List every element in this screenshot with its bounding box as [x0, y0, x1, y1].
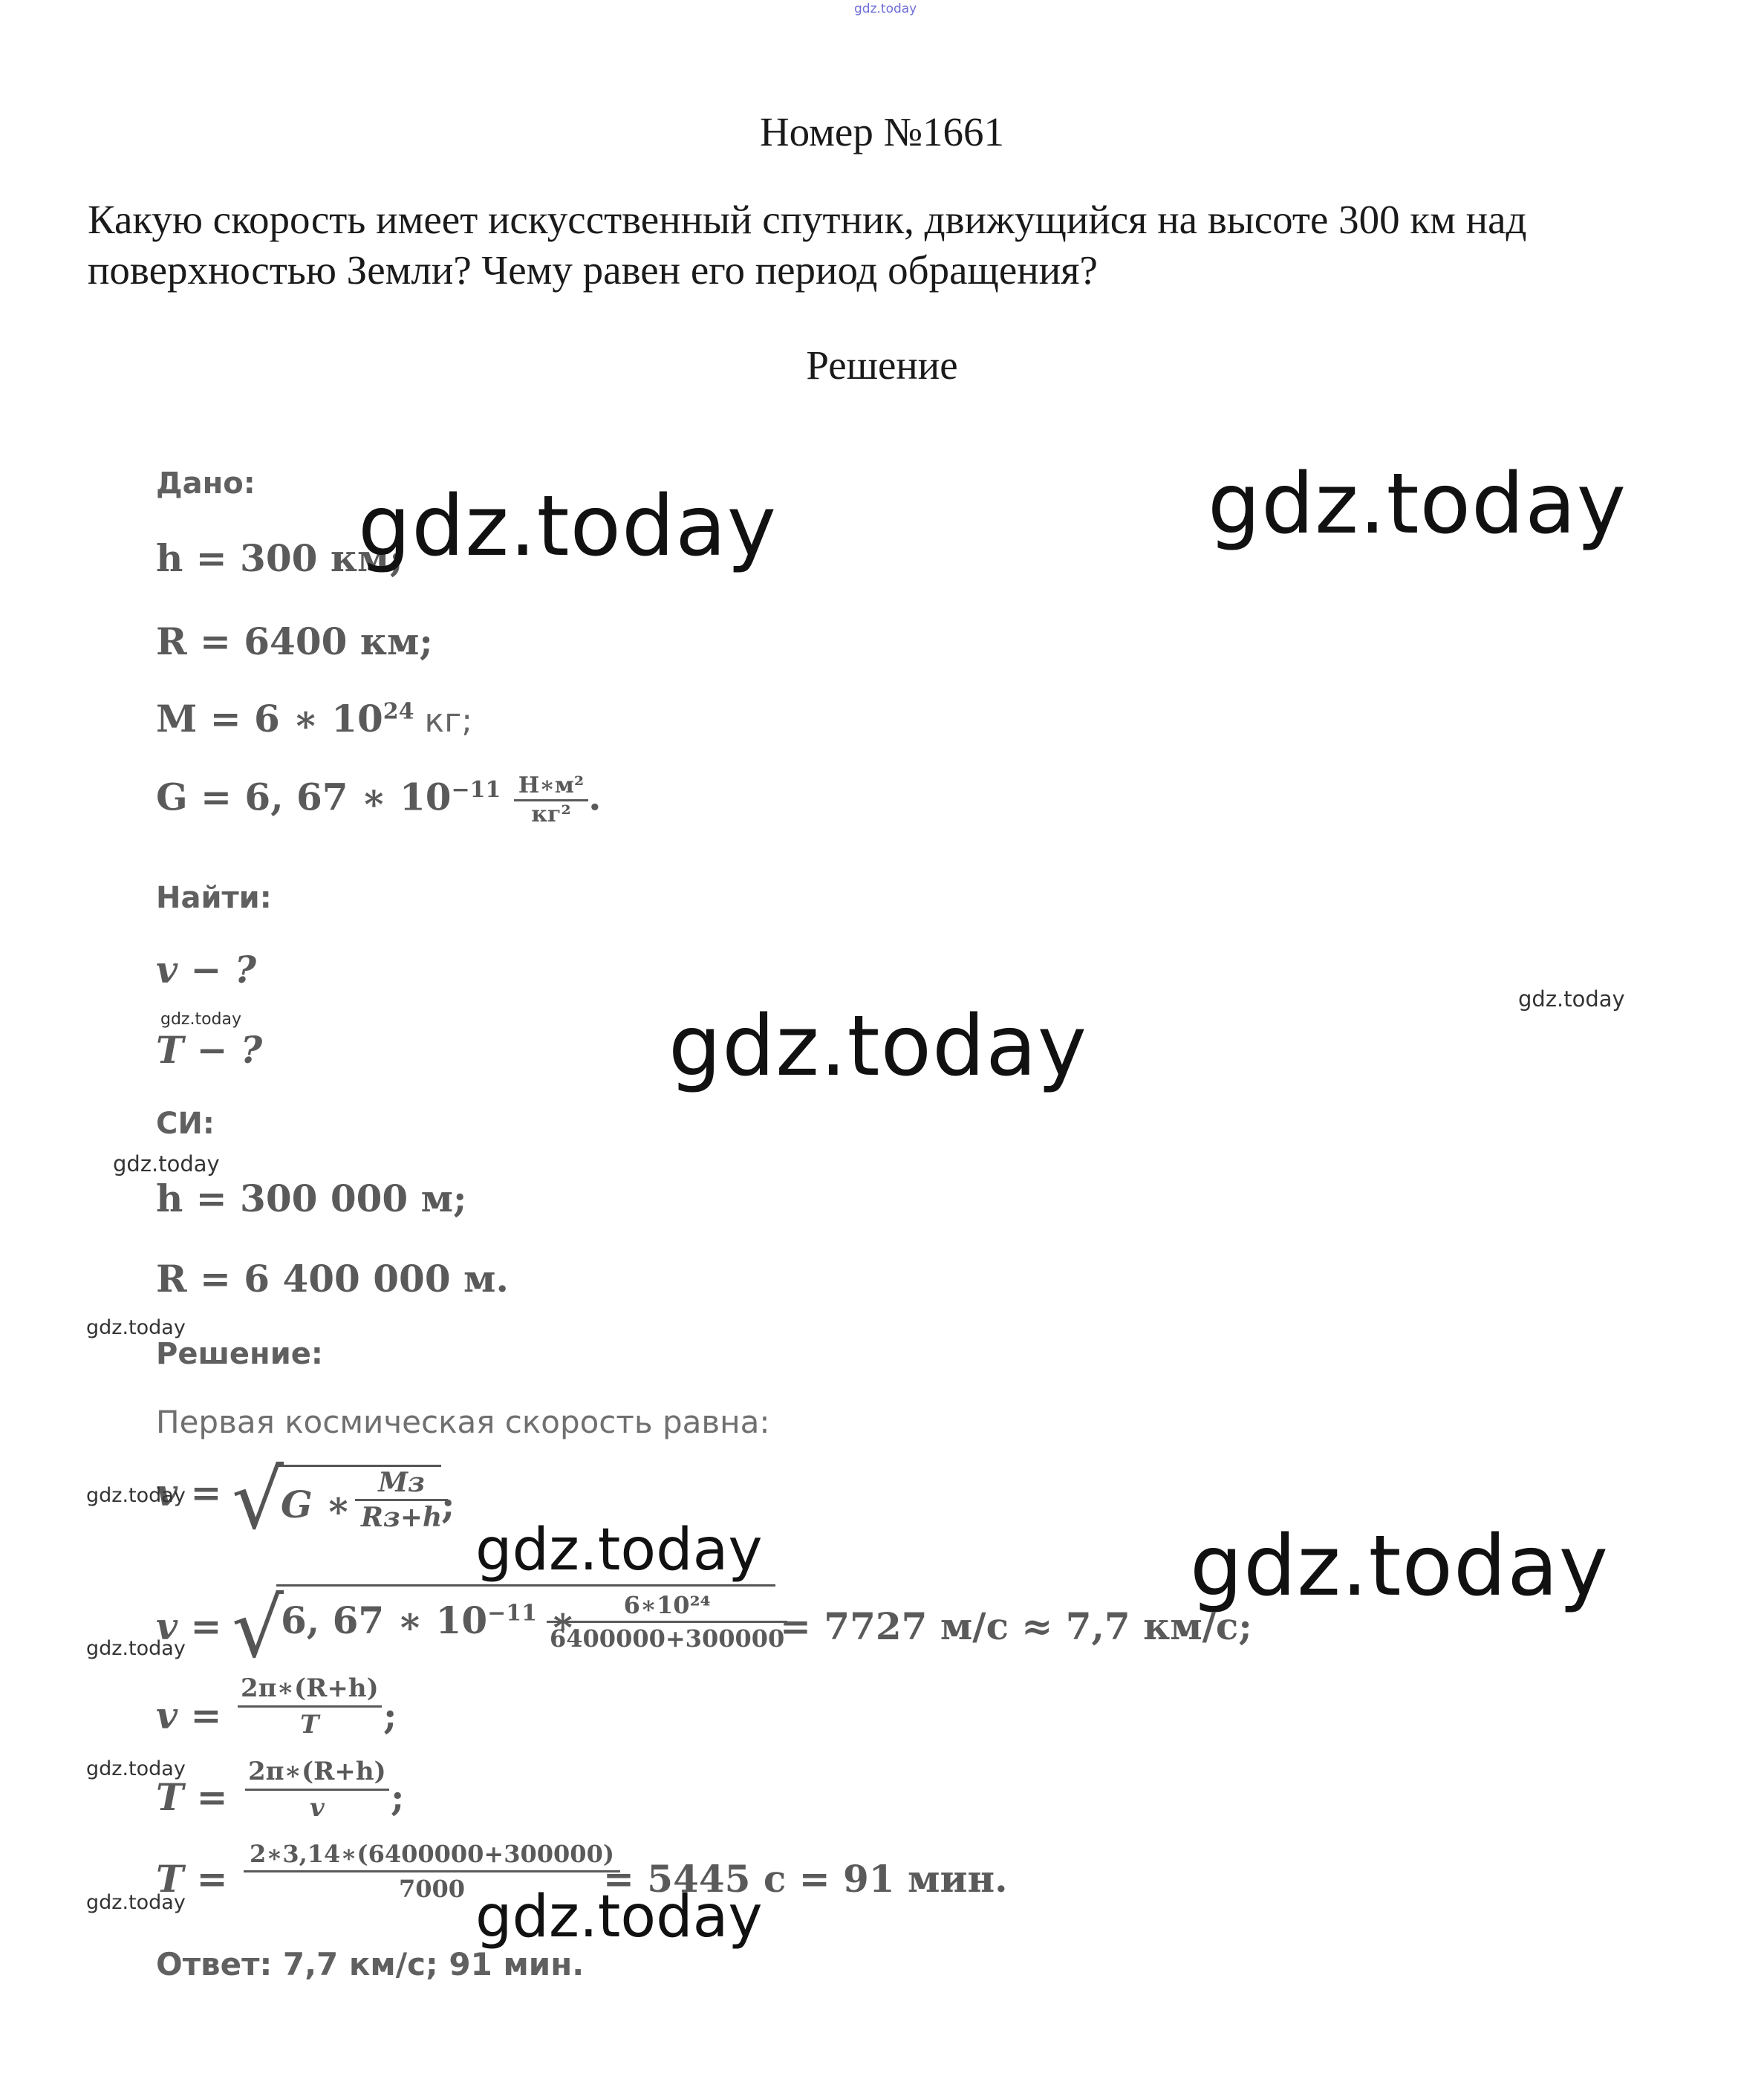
given-M: [156, 697, 472, 741]
eq3-end: ;: [383, 1693, 397, 1737]
watermark: gdz.today: [475, 1517, 763, 1584]
watermark: gdz.today: [86, 1757, 186, 1780]
answer: Ответ: 7,7 км/с; 91 мин.: [156, 1946, 585, 1982]
watermark: gdz.today: [86, 1891, 186, 1914]
watermark: gdz.today: [86, 1637, 186, 1660]
eq4-lhs: T =: [156, 1775, 228, 1819]
eq1-den: Rз+h: [361, 1502, 443, 1533]
eq2-result: = 7727 м/с ≈ 7,7 км/с;: [780, 1604, 1252, 1648]
top-watermark: gdz.today: [854, 1, 917, 16]
eq2-exp: −11: [487, 1600, 538, 1627]
eq4-num: 2π∗(R+h): [245, 1754, 389, 1791]
watermark: gdz.today: [668, 998, 1088, 1095]
watermark: gdz.today: [1208, 456, 1627, 553]
page-title: Номер №1661: [759, 109, 1005, 154]
watermark: gdz.today: [160, 1010, 242, 1029]
given-M-exp: 24: [383, 698, 414, 725]
given-G-unit-num: Н∗м²: [514, 772, 588, 801]
find-label: Найти:: [156, 881, 272, 915]
eq2-mul: ∗: [537, 1598, 576, 1642]
eq2-num: 6∗10²⁴: [547, 1589, 787, 1623]
given-G: [156, 772, 602, 828]
eq1-sqrt-icon: √: [232, 1452, 284, 1547]
watermark: gdz.today: [358, 478, 778, 575]
eq1-G: G ∗: [281, 1483, 351, 1526]
solution-label: Решение:: [156, 1337, 323, 1371]
eq2-sqrt-icon: √: [232, 1581, 284, 1676]
si-label: СИ:: [156, 1107, 215, 1141]
solution-heading: Решение: [806, 342, 958, 388]
eq1-fraction: [355, 1466, 448, 1534]
given-R-text: R = 6400 км;: [156, 619, 433, 663]
si-R: R = 6 400 000 м.: [156, 1257, 509, 1301]
given-h-text: h = 300 км;: [156, 536, 403, 580]
eq3-num: 2π∗(R+h): [238, 1671, 382, 1708]
given-G-end: .: [588, 775, 602, 819]
eq3-fraction: [238, 1671, 382, 1742]
eq2-lhs: v =: [156, 1604, 222, 1648]
given-label: Дано:: [156, 466, 256, 501]
given-G-exp: −11: [451, 776, 501, 803]
problem-statement: Какую скорость имеет искусственный спутник, движущийся на высоте 300 км над поверхностью Земли? Чему равен его период обращения?: [88, 197, 1527, 293]
eq2-inner: [281, 1598, 576, 1642]
eq5-result: = 5445 с = 91 мин.: [603, 1857, 1008, 1901]
given-G-unit-den: кг²: [531, 801, 571, 827]
eq1-lhs: v =: [156, 1471, 222, 1514]
eq5-den: 7000: [398, 1875, 466, 1903]
solution-intro: Первая космическая скорость равна:: [156, 1404, 770, 1440]
eq5-num: 2∗3,14∗(6400000+300000): [244, 1838, 620, 1872]
find-v: v − ?: [156, 948, 257, 992]
given-R: [156, 619, 433, 663]
eq2-inner-text: 6, 67 ∗ 10: [281, 1598, 488, 1642]
eq2-fraction: [547, 1589, 787, 1654]
eq3-den: T: [300, 1710, 319, 1740]
watermark: gdz.today: [1518, 986, 1625, 1012]
find-T: T − ?: [156, 1028, 263, 1072]
watermark: gdz.today: [1190, 1518, 1610, 1615]
eq4-fraction: [245, 1754, 389, 1825]
watermark: gdz.today: [86, 1316, 186, 1339]
si-h: h = 300 000 м;: [156, 1177, 467, 1220]
eq1-num: Mз: [355, 1466, 448, 1501]
watermark: gdz.today: [475, 1884, 763, 1950]
eq4-end: ;: [391, 1775, 405, 1819]
eq2-sqrt-bar: [276, 1584, 775, 1587]
given-G-base: G = 6, 67 ∗ 10: [156, 775, 452, 819]
given-M-unit: кг;: [414, 702, 473, 740]
eq5-lhs: T =: [156, 1857, 228, 1901]
eq3-lhs: v =: [156, 1693, 222, 1737]
eq4-den: v: [309, 1793, 325, 1823]
eq1-end: ;: [441, 1483, 455, 1526]
eq2-den: 6400000+300000: [550, 1624, 785, 1653]
watermark: gdz.today: [113, 1151, 220, 1177]
watermark: gdz.today: [86, 1484, 186, 1507]
given-M-base: M = 6 ∗ 10: [156, 697, 383, 741]
given-G-unit: [514, 772, 588, 828]
